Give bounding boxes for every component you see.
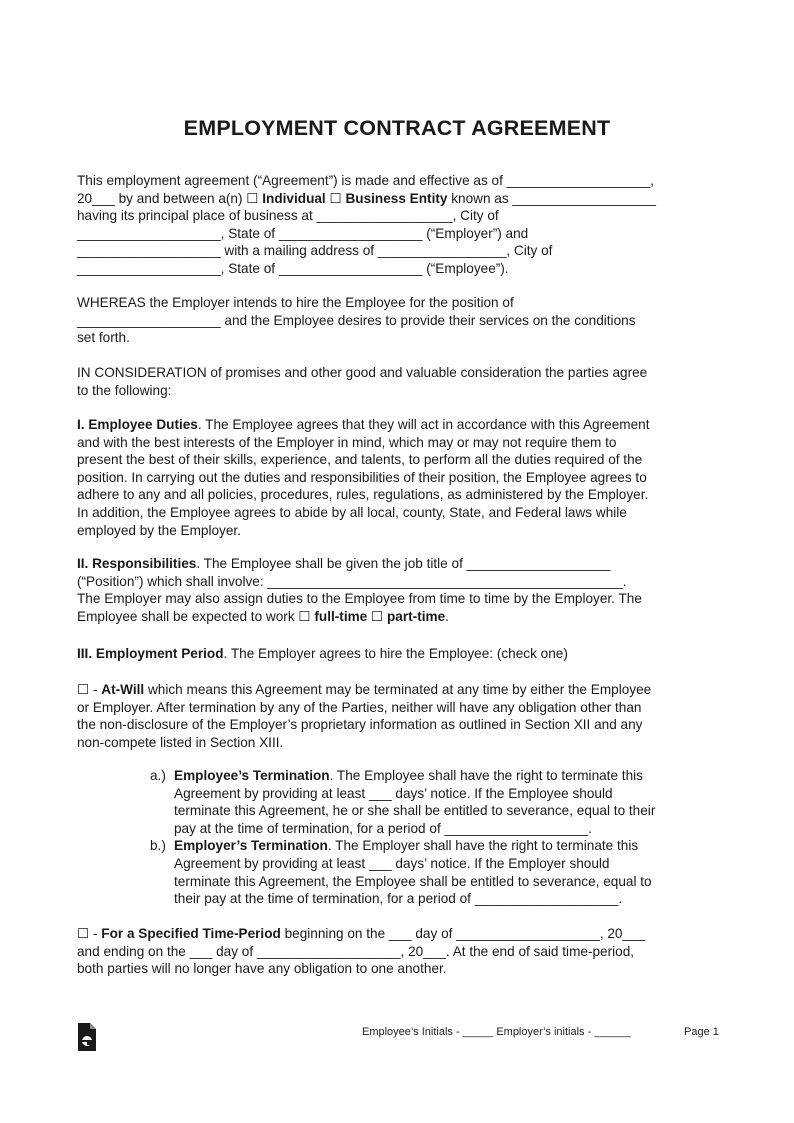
section-text: Employee shall be expected to work ☐ xyxy=(77,608,315,624)
termination-heading: Employee’s Termination xyxy=(174,768,330,783)
intro-line: ___________________, State of ___________________ (“Employer”) and xyxy=(77,225,529,241)
termination-item-a xyxy=(150,767,720,785)
termination-text: . The Employee shall have the right to terminate this xyxy=(329,768,643,783)
whereas-line: ___________________ and the Employee desires to provide their services on the conditions xyxy=(77,312,636,328)
section-line xyxy=(77,416,717,434)
at-will-line xyxy=(77,681,717,699)
section-text: . The Employee agrees that they will act in accordance with this Agreement xyxy=(197,417,650,432)
section-line xyxy=(77,555,717,573)
individual-option: Individual xyxy=(262,190,326,206)
intro-line-text: 20___ by and between a(n) ☐ xyxy=(77,190,263,206)
intro-paragraph xyxy=(77,172,717,278)
consideration-paragraph xyxy=(77,364,717,399)
intro-line: ___________________, State of ___________________ (“Employee”). xyxy=(77,260,509,276)
termination-line: terminate this Agreement, he or she shall be entitled to severance, equal to their xyxy=(174,803,656,819)
section-line xyxy=(77,645,717,663)
section-employee-duties xyxy=(77,416,717,539)
intro-line xyxy=(77,190,717,208)
termination-heading: Employer’s Termination xyxy=(174,838,328,854)
section-text: . The Employer agrees to hire the Employee: (check one) xyxy=(223,646,568,661)
at-will-text: which means this Agreement may be terminated at any time by either the Employee xyxy=(144,682,652,697)
section-employment-period xyxy=(77,645,717,663)
section-heading: III. Employment Period xyxy=(77,646,224,661)
checkbox-text: ☐ xyxy=(367,608,387,624)
list-label: b.) xyxy=(150,838,166,854)
termination-line: Agreement by providing at least ___ days’ notice. If the Employer should xyxy=(174,855,610,871)
intro-line: This employment agreement (“Agreement”) is made and effective as of ___________________, xyxy=(77,173,655,188)
checkbox-text: ☐ - xyxy=(77,682,102,697)
termination-line: their pay at the time of termination, for a period of ___________________. xyxy=(174,891,623,907)
section-text: . The Employee shall be given the job title of ___________________ xyxy=(196,556,611,571)
at-will-line: the non-disclosure of the Employer’s proprietary information as outlined in Section XII and any xyxy=(77,717,643,733)
intro-line-text: known as ___________________ xyxy=(447,190,657,206)
section-line xyxy=(77,608,717,626)
section-line: (“Position”) which shall involve: _______________________________________________. xyxy=(77,573,627,589)
section-line: adhere to any and all policies, procedures, rules, regulations, as administered by the Employer. xyxy=(77,487,649,503)
whereas-line: set forth. xyxy=(77,330,130,346)
section-heading: I. Employee Duties xyxy=(77,417,198,432)
intro-line: ___________________ with a mailing address of _________________, City of xyxy=(77,243,553,259)
at-will-label: At-Will xyxy=(101,682,145,697)
termination-text: . The Employer shall have the right to terminate this xyxy=(327,838,639,854)
document-title: EMPLOYMENT CONTRACT AGREEMENT xyxy=(183,116,611,140)
eforms-logo-icon xyxy=(77,1022,97,1052)
business-entity-option: Business Entity xyxy=(345,190,448,206)
termination-line: pay at the time of termination, for a period of ___________________. xyxy=(174,820,592,836)
section-responsibilities xyxy=(77,555,717,625)
at-will-line: or Employer. After termination by any of the Parties, neither will have any obligation other than xyxy=(77,699,642,715)
termination-list xyxy=(150,767,720,908)
list-label: a.) xyxy=(150,768,166,783)
at-will-line: non-compete listed in Section XIII. xyxy=(77,734,284,750)
termination-line: Agreement by providing at least ___ days’ notice. If the Employee should xyxy=(174,785,613,801)
section-line: position. In carrying out the duties and responsibilities of their position, the Employee agrees to xyxy=(77,469,647,485)
at-will-option xyxy=(77,681,717,751)
section-text: . xyxy=(445,608,449,624)
section-line: present the best of their skills, experience, and talents, to perform all the duties required of the xyxy=(77,452,643,468)
checkbox-text: ☐ - xyxy=(77,926,102,941)
full-time-option: full-time xyxy=(314,608,368,624)
consideration-line: to the following: xyxy=(77,382,172,398)
termination-item-b xyxy=(150,837,720,855)
footer-initials: Employee’s Initials - _____ Employer’s initials - ______ xyxy=(362,1026,632,1038)
specified-label: For a Specified Time-Period xyxy=(101,926,281,941)
specified-line xyxy=(77,925,717,943)
part-time-option: part-time xyxy=(387,608,446,624)
intro-line: having its principal place of business at __________________, City of xyxy=(77,208,499,224)
termination-line: terminate this Agreement, the Employee shall be entitled to severance, equal to xyxy=(174,873,652,889)
specified-line: both parties will no longer have any obligation to one another. xyxy=(77,961,447,977)
section-line: employed by the Employer. xyxy=(77,522,241,538)
specified-line: and ending on the ___ day of ___________________, 20___. At the end of said time-period, xyxy=(77,943,635,959)
specified-period-option xyxy=(77,925,717,978)
section-heading: II. Responsibilities xyxy=(77,556,197,571)
whereas-paragraph xyxy=(77,294,717,347)
section-line: and with the best interests of the Employer in mind, which may or may not require them to xyxy=(77,434,617,450)
specified-text: beginning on the ___ day of ___________________, 20___ xyxy=(280,926,646,941)
whereas-line: WHEREAS the Employer intends to hire the Employee for the position of xyxy=(77,295,514,310)
page-number: Page 1 xyxy=(684,1026,719,1038)
checkbox-text: ☐ xyxy=(325,190,346,206)
section-line: In addition, the Employee agrees to abide by all local, county, State, and Federal laws while xyxy=(77,504,627,520)
consideration-line: IN CONSIDERATION of promises and other good and valuable consideration the parties agree xyxy=(77,365,648,380)
section-line: The Employer may also assign duties to the Employee from time to time by the Employer. The xyxy=(77,591,642,607)
